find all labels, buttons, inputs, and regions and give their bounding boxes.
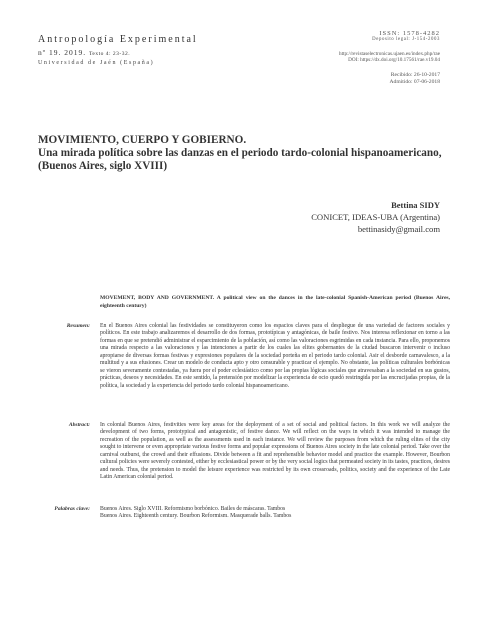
- author-block: [311, 199, 440, 235]
- issue-number: nº 19. 2019.: [38, 48, 87, 57]
- resumen-text: En el Buenos Aires colonial las festividades se constituyeron como los espacios claves para el despliegue de una variedad de factores sociales y políticos. En este trabajo analizaremos el desarrollo de dos formas, prototípicas y antagónicas, de baile festivo. Nos interesa reflexionar en torno a las formas en que se pretendió administrar el esparcimiento de la población, así como las valoraciones esgrimidas en cada instancia. Para ello, proponemos una mirada respecto a las valoraciones y las intenciones a partir de los cuales las elites gobernantes de la ciudad buscaron intervenir o incluso apropiarse de diversas formas festivas y expresiones populares de la sociedad porteña en el periodo tardo colonial. Asir el desborde carnavalesco, a la multitud y a sus efusiones. Crear un modelo de conducta apto y otro censurable y practicar el ejemplo. No obstante, las políticas culturales borbónicas se vieron severamente contestadas, ya fuera por el poder eclesiástico como por las propias lógicas sociales que atravesaban a la sociedad en sus gustos, prácticas, deseos y necesidades. En este sentido, la pretensión por modelizar la experiencia de ocio quedó restringida por las encrucijadas propias, de la política, la sociedad y la experiencia del periodo tardo colonial hispanoamericano.: [100, 323, 450, 389]
- article-title: MOVIMIENTO, CUERPO Y GOBIERNO.: [38, 134, 247, 146]
- abstract-text: In colonial Buenos Aires, festivities were key areas for the deployment of a set of social and political factors. In this work we will analyze the development of two forms, prototypical and antagonistic, of festive dance. We will reflect on the ways in which it was intended to manage the recreation of the population, as well as the assessments used in each instance. We will review the purposes from which the ruling elites of the city sought to intervene or even appropriate various festive forms and popular expressions of Buenos Aires society in the late colonial period. Take over the carnival outburst, the crowd and their effusions. Divide between a fit and reprehensible behavior model and practice the example. However, Bourbon cultural policies were severely contested, either by ecclesiastical power or by the very social logics that permeated society in its tastes, practices, desires and needs. Thus, the pretension to model the leisure experience was restricted by its own crossroads, politics, society and the experience of the Late Latin American colonial period.: [100, 422, 450, 481]
- keywords-english: Buenos Aires. Eighteenth century. Bourbon Reformism. Masquerade balls. Tambos: [100, 513, 292, 520]
- author-email[interactable]: bettinasidy@gmail.com: [357, 224, 440, 234]
- english-title: MOVEMENT, BODY AND GOVERNMENT. A political view on the dances in the late-colonial Spanish-American period (Buenos Aires, eighteenth century): [100, 295, 450, 309]
- keywords-label: Palabras clave:: [54, 506, 90, 512]
- issue-info: [38, 48, 130, 57]
- abstract-label: Abstract:: [68, 422, 90, 428]
- issue-pages: Texto 4: 23-32.: [88, 51, 131, 57]
- journal-url[interactable]: http://revistaselectronicas.ujaen.es/index.php/rae: [339, 50, 440, 57]
- received-date: Recibido: 26-10-2017: [390, 72, 440, 78]
- article-title-block: [38, 133, 448, 173]
- keywords-list: [100, 506, 450, 521]
- keywords-spanish: Buenos Aires. Siglo XVIII. Reformismo borbónico. Bailes de máscaras. Tambos: [100, 506, 286, 512]
- author-affiliation: CONICET, IDEAS-UBA (Argentina): [311, 212, 440, 222]
- resumen-label: Resumen:: [66, 323, 90, 329]
- article-dates: [390, 72, 441, 86]
- author-name: Bettina SIDY: [391, 200, 440, 210]
- journal-name: Antropología Experimental: [38, 34, 198, 45]
- accepted-date: Admitido: 07-06-2018: [389, 78, 440, 85]
- article-subtitle: Una mirada política sobre las danzas en el periodo tardo-colonial hispanoamericano, (Buenos Aires, siglo XVIII): [38, 147, 442, 172]
- doi-link[interactable]: DOI: https://dx.doi.org/10.17561/rae.v19.04: [348, 56, 440, 63]
- journal-meta: [339, 30, 440, 64]
- legal-deposit: Deposito legal: J-154-2003: [372, 37, 440, 43]
- university: Universidad de Jaén (España): [38, 60, 155, 66]
- issn: ISSN: 1578-4282: [379, 30, 440, 37]
